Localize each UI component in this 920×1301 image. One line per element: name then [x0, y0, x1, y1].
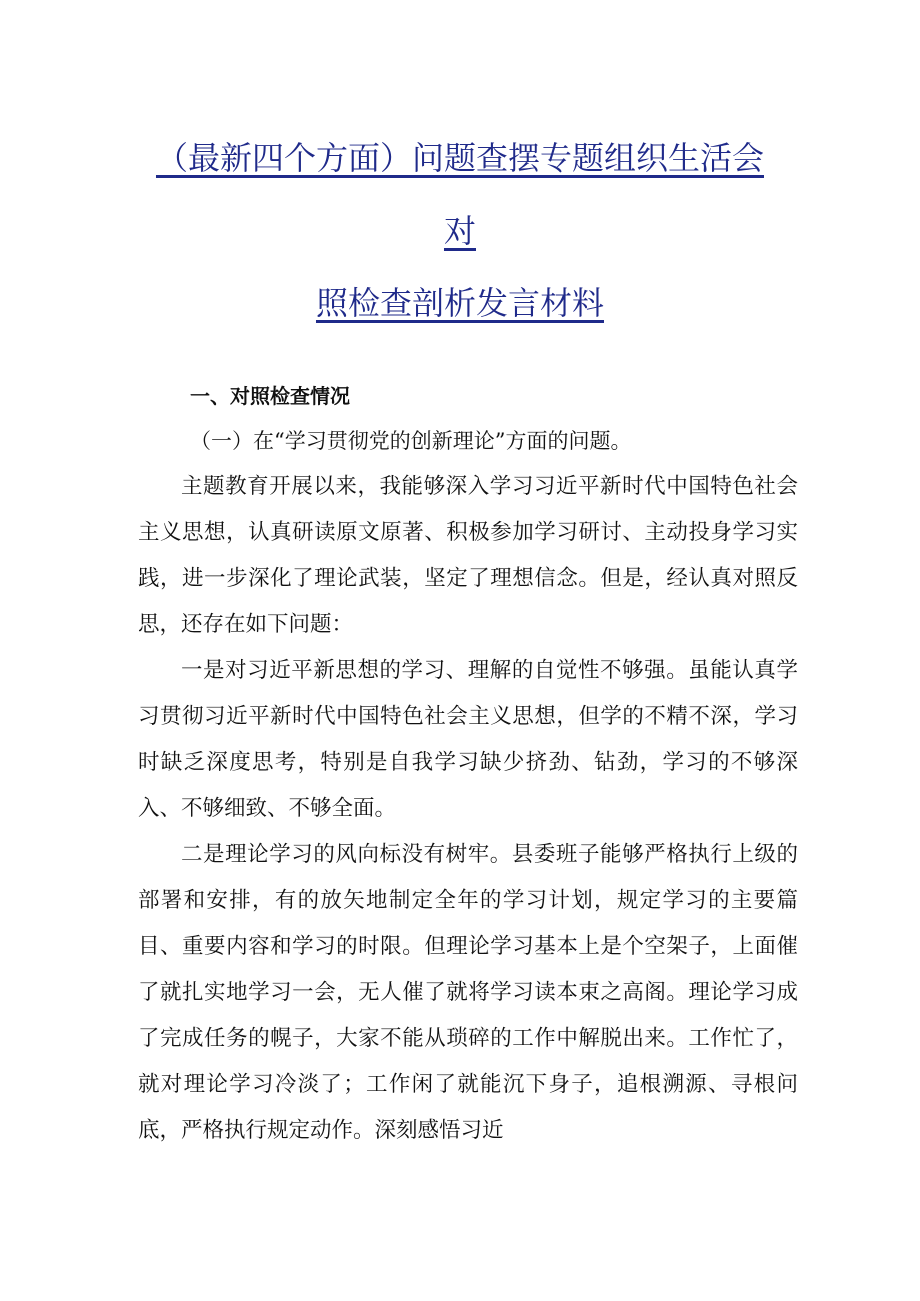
paragraph-1: 主题教育开展以来，我能够深入学习习近平新时代中国特色社会主义思想，认真研读原文原著、积极参加学习研讨、主动投身学习实践，进一步深化了理论武装，坚定了理想信念。但是，经认真对照反思，还存在如下问题：: [138, 474, 798, 637]
title-text-3: 照检查剖析发言材料: [315, 284, 604, 322]
title-text-2: 对: [443, 212, 476, 250]
section-heading: 一、对照检查情况: [190, 384, 350, 408]
paragraph-3: 二是理论学习的风向标没有树牢。县委班子能够严格执行上级的部署和安排，有的放矢地制定全年的学习计划，规定学习的主要篇目、重要内容和学习的时限。但理论学习基本上是个空架子，上面催了就扎实地学习一会，无人催了就将学习读本束之高阁。理论学习成了完成任务的幌子，大家不能从琐碎的工作中解脱出来。工作忙了，就对理论学习冷淡了；工作闲了就能沉下身子，追根溯源、寻根问底，严格执行规定动作。深刻感悟习近: [138, 842, 798, 1143]
paragraph-2: 一是对习近平新思想的学习、理解的自觉性不够强。虽能认真学习贯彻习近平新时代中国特色社会主义思想，但学的不精不深，学习时缺乏深度思考，特别是自我学习缺少挤劲、钻劲，学习的不够深入、不够细致、不够全面。: [138, 658, 798, 821]
subsection-heading: （一）在“学习贯彻党的创新理论”方面的问题。: [190, 429, 632, 453]
document-title-line-1: [0, 138, 920, 178]
document-title-line-2: [0, 211, 920, 251]
title-text-1: （最新四个方面）问题查摆专题组织生活会: [155, 139, 764, 177]
document-title-line-3: [0, 283, 920, 323]
